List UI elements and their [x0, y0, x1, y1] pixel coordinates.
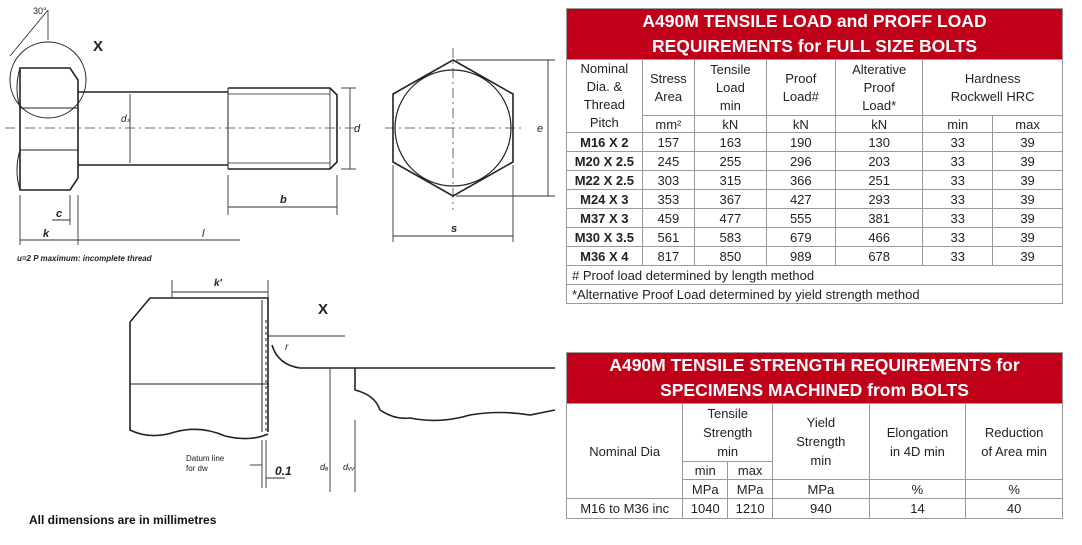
table-row — [567, 209, 1063, 228]
value-cell: 157 — [642, 133, 694, 152]
detail-mark-x: X — [318, 301, 329, 318]
value-cell: 989 — [766, 247, 835, 266]
value-cell: 203 — [835, 152, 922, 171]
hardness-header: Hardness Rockwell HRC — [923, 60, 1063, 116]
tensile-min-header: min — [683, 462, 728, 480]
bolt-size-cell: M36 X 4 — [567, 247, 643, 266]
thread-note: u=2 P maximum: incomplete thread — [17, 254, 152, 263]
value-cell: 33 — [923, 190, 993, 209]
value-cell: 39 — [993, 209, 1063, 228]
value-cell: 850 — [695, 247, 767, 266]
dim-da-label: dₐ — [320, 462, 329, 472]
table-row — [567, 228, 1063, 247]
dim-e-label: e — [537, 123, 544, 135]
units-row: MPa MPa MPa % % — [567, 480, 1063, 499]
nominal-header: Nominal Dia. & Thread Pitch — [567, 60, 643, 133]
value-cell: 251 — [835, 171, 922, 190]
value-cell: 293 — [835, 190, 922, 209]
table-row — [567, 133, 1063, 152]
nominal-dia-header: Nominal Dia — [567, 404, 683, 499]
bolt-size-cell: M24 X 3 — [567, 190, 643, 209]
value-cell: 555 — [766, 209, 835, 228]
elongation-header: Elongation in 4D min — [869, 404, 966, 480]
value-cell: 459 — [642, 209, 694, 228]
bolt-size-cell: M20 X 2.5 — [567, 152, 643, 171]
value-cell: 33 — [923, 171, 993, 190]
value-cell: 583 — [695, 228, 767, 247]
view-mark-x: X — [93, 38, 104, 55]
bolt-size-cell: M37 X 3 — [567, 209, 643, 228]
value-cell: 33 — [923, 152, 993, 171]
value-cell: 477 — [695, 209, 767, 228]
dim-01-label: 0.1 — [275, 464, 292, 478]
value-cell: 427 — [766, 190, 835, 209]
value-cell: 315 — [695, 171, 767, 190]
value-cell: 39 — [993, 247, 1063, 266]
table-row — [567, 190, 1063, 209]
dim-c-label: c — [56, 208, 63, 220]
value-cell: 466 — [835, 228, 922, 247]
tensile-load-header: Tensile Load min — [695, 60, 767, 116]
value-cell: 679 — [766, 228, 835, 247]
value-cell: 33 — [923, 228, 993, 247]
dim-k-label: k — [43, 228, 50, 240]
table-row: M16 to M36 inc 1040 1210 940 14 40 — [567, 499, 1063, 519]
reduction-header: Reduction of Area min — [966, 404, 1063, 480]
table-row — [567, 247, 1063, 266]
tensile-strength-table — [566, 352, 1063, 519]
bolt-size-cell: M16 X 2 — [567, 133, 643, 152]
value-cell: 817 — [642, 247, 694, 266]
alt-proof-load-note: *Alternative Proof Load determined by yield strength method — [567, 285, 1063, 304]
value-cell: 255 — [695, 152, 767, 171]
tensile-max-header: max — [728, 462, 773, 480]
value-cell: 381 — [835, 209, 922, 228]
value-cell: 296 — [766, 152, 835, 171]
value-cell: 367 — [695, 190, 767, 209]
table2-title: A490M TENSILE STRENGTH REQUIREMENTS for SPECIMENS MACHINED from BOLTS — [567, 353, 1063, 404]
value-cell: 33 — [923, 133, 993, 152]
dim-d-label: d — [354, 123, 361, 135]
dim-r-label: r — [285, 342, 289, 353]
dim-dw-label: dᵥᵥ — [343, 462, 355, 472]
value-cell: 678 — [835, 247, 922, 266]
value-cell: 39 — [993, 133, 1063, 152]
angle-label: 30° — [33, 6, 47, 16]
stress-area-header: Stress Area — [642, 60, 694, 116]
table-row — [567, 152, 1063, 171]
proof-load-note: # Proof load determined by length method — [567, 266, 1063, 285]
table1-title: A490M TENSILE LOAD and PROFF LOAD REQUIREMENTS for FULL SIZE BOLTS — [567, 9, 1063, 60]
tensile-proof-load-table — [566, 8, 1063, 304]
value-cell: 33 — [923, 247, 993, 266]
units-row: mm² kN kN kN min max — [567, 116, 1063, 133]
dim-b-label: b — [280, 194, 287, 206]
proof-load-header: Proof Load# — [766, 60, 835, 116]
value-cell: 190 — [766, 133, 835, 152]
value-cell: 366 — [766, 171, 835, 190]
tensile-strength-header: Tensile Strength min — [683, 404, 773, 462]
value-cell: 303 — [642, 171, 694, 190]
value-cell: 39 — [993, 171, 1063, 190]
bolt-size-cell: M22 X 2.5 — [567, 171, 643, 190]
dim-l-label: l — [202, 228, 205, 240]
value-cell: 163 — [695, 133, 767, 152]
table-row — [567, 171, 1063, 190]
dim-k1-label: k' — [214, 278, 222, 289]
value-cell: 39 — [993, 190, 1063, 209]
alt-proof-load-header: Alterative Proof Load* — [835, 60, 922, 116]
value-cell: 561 — [642, 228, 694, 247]
datum-for-label: for dw — [186, 464, 208, 473]
value-cell: 39 — [993, 152, 1063, 171]
value-cell: 353 — [642, 190, 694, 209]
value-cell: 33 — [923, 209, 993, 228]
datum-line-label: Datum line — [186, 454, 225, 463]
value-cell: 39 — [993, 228, 1063, 247]
bolt-size-cell: M30 X 3.5 — [567, 228, 643, 247]
dim-s-label: s — [451, 223, 458, 235]
dimensions-footnote: All dimensions are in millimetres — [29, 513, 217, 527]
yield-strength-header: Yield Strength min — [773, 404, 870, 480]
dim-ds-label: dₛ — [121, 114, 131, 125]
value-cell: 130 — [835, 133, 922, 152]
value-cell: 245 — [642, 152, 694, 171]
